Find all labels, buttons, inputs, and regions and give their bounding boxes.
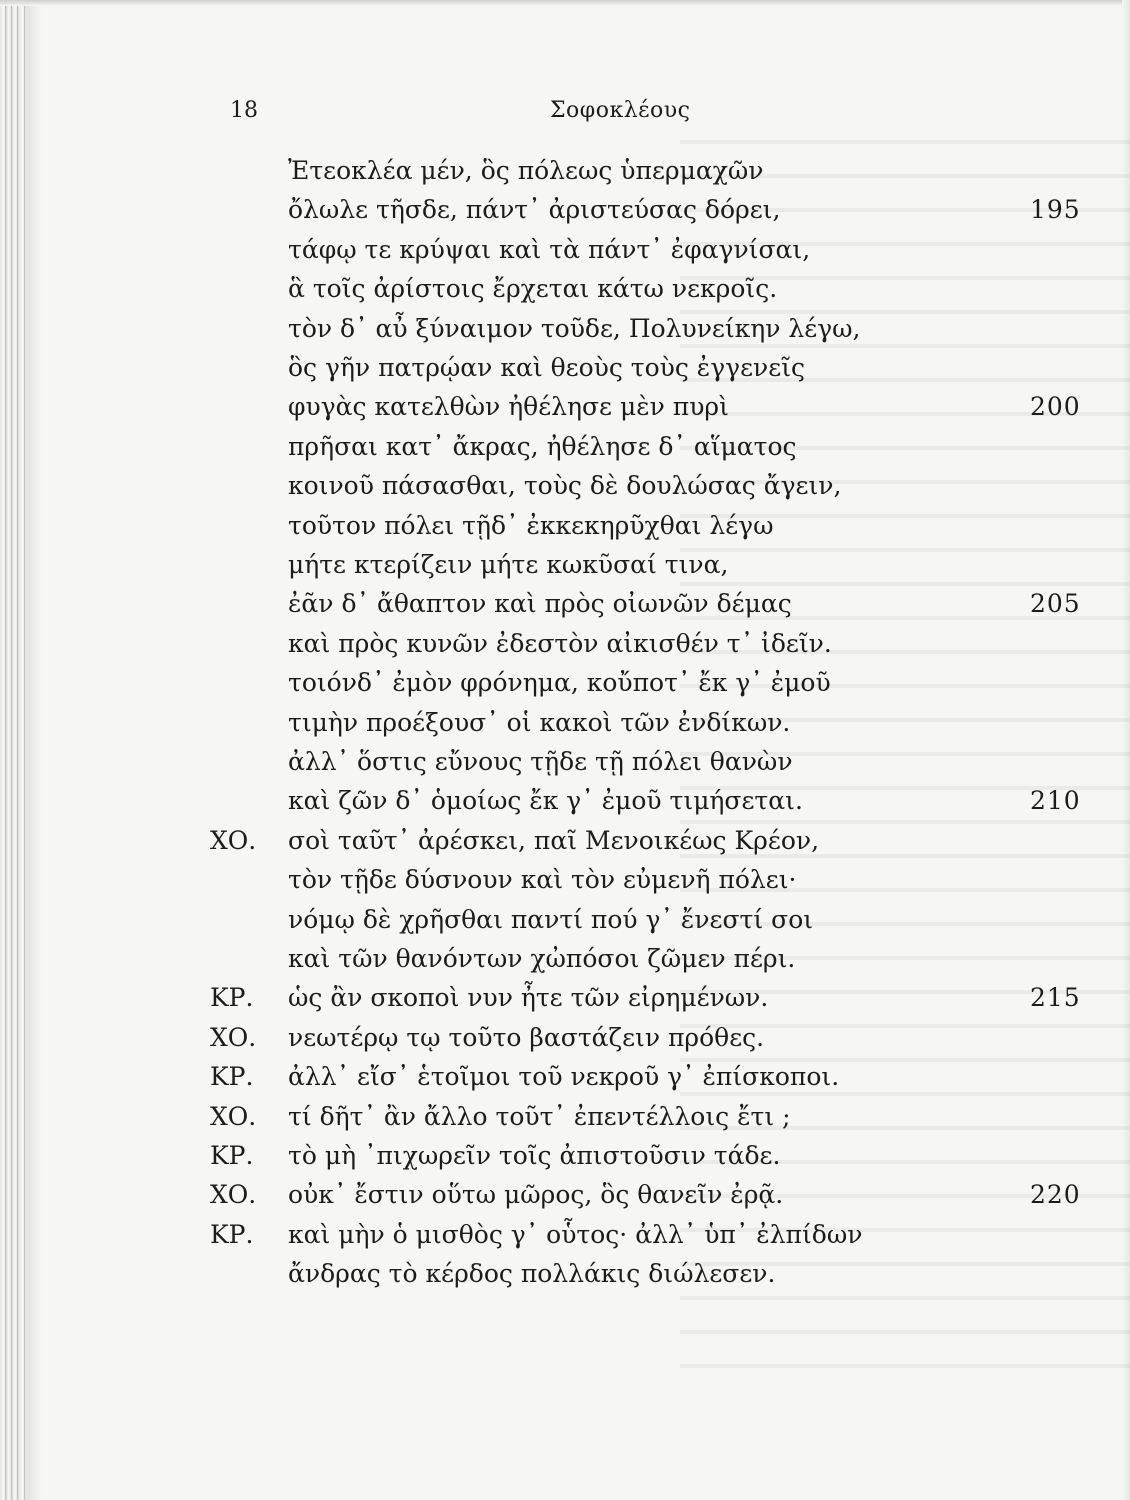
verse-line [0, 1099, 1130, 1135]
line-number: 205 [1030, 589, 1081, 618]
verse-line [0, 980, 1130, 1016]
verse-line [0, 271, 1130, 307]
verse-line [0, 468, 1130, 504]
verse-text: τὸ μὴ ᾽πιχωρεῖν τοῖς ἀπιστοῦσιν τάδε. [288, 1141, 781, 1170]
verse-line [0, 232, 1130, 268]
verse-line [0, 586, 1130, 622]
verse-line [0, 153, 1130, 189]
verse-line [0, 744, 1130, 780]
verse-text: τάφῳ τε κρύψαι καὶ τὰ πάντ᾽ ἐφαγνίσαι, [288, 235, 811, 264]
line-number: 200 [1030, 392, 1081, 421]
verse-text: τοῦτον πόλει τῇδ᾽ ἐκκεκηρῦχθαι λέγω [288, 511, 774, 540]
verse-line [0, 1217, 1130, 1253]
top-page-shadow [0, 0, 1130, 6]
verse-line [0, 1256, 1130, 1292]
line-number: 215 [1030, 983, 1081, 1012]
verse-line [0, 941, 1130, 977]
page-number: 18 [230, 98, 258, 123]
verse-line [0, 862, 1130, 898]
verse-text: ἃ τοῖς ἀρίστοις ἔρχεται κάτω νεκροῖς. [288, 274, 778, 303]
verse-line [0, 626, 1130, 662]
verse-text: νόμῳ δὲ χρῆσθαι παντί πού γ᾽ ἔνεστί σοι [288, 905, 814, 934]
line-number: 195 [1030, 195, 1081, 224]
speaker-label: ΚΡ. [210, 983, 254, 1012]
verse-line [0, 429, 1130, 465]
verse-text: Ἐτεοκλέα μέν, ὃς πόλεως ὑπερμαχῶν [288, 156, 764, 185]
verse-text: καὶ ζῶν δ᾽ ὁμοίως ἔκ γ᾽ ἐμοῦ τιμήσεται. [288, 786, 803, 815]
verse-line [0, 823, 1130, 859]
verse-text: καὶ πρὸς κυνῶν ἐδεστὸν αἰκισθέν τ᾽ ἰδεῖν. [288, 629, 832, 658]
verse-line [0, 1177, 1130, 1213]
speaker-label: ΧΟ. [210, 826, 257, 855]
verse-text: σοὶ ταῦτ᾽ ἀρέσκει, παῖ Μενοικέως Κρέον, [288, 826, 820, 855]
verse-text: ὡς ἂν σκοποὶ νυν ἦτε τῶν εἰρημένων. [288, 983, 769, 1012]
verse-line [0, 192, 1130, 228]
running-head: Σοφοκλέους [550, 98, 691, 123]
verse-line [0, 350, 1130, 386]
verse-text: φυγὰς κατελθὼν ἠθέλησε μὲν πυρὶ [288, 392, 729, 421]
line-number: 220 [1030, 1180, 1081, 1209]
verse-text: τὸν τῇδε δύσνουν καὶ τὸν εὐμενῆ πόλει· [288, 865, 797, 894]
verse-line [0, 902, 1130, 938]
verse-line [0, 783, 1130, 819]
verse-text: μήτε κτερίζειν μήτε κωκῦσαί τινα, [288, 550, 729, 579]
verse-text: ἐᾶν δ᾽ ἄθαπτον καὶ πρὸς οἰωνῶν δέμας [288, 589, 792, 618]
speaker-label: ΧΟ. [210, 1023, 257, 1052]
verse-text: πρῆσαι κατ᾽ ἄκρας, ἠθέλησε δ᾽ αἵματος [288, 432, 797, 461]
verse-text: τοιόνδ᾽ ἐμὸν φρόνημα, κοὔποτ᾽ ἔκ γ᾽ ἐμοῦ [288, 668, 831, 697]
verse-text: ἀλλ᾽ ὅστις εὔνους τῇδε τῇ πόλει θανὼν [288, 747, 793, 776]
line-number: 210 [1030, 786, 1081, 815]
verse-line [0, 1138, 1130, 1174]
verse-text: καὶ τῶν θανόντων χὠπόσοι ζῶμεν πέρι. [288, 944, 796, 973]
verse-line [0, 1059, 1130, 1095]
verse-line [0, 547, 1130, 583]
verse-line [0, 311, 1130, 347]
verse-text: ὄλωλε τῆσδε, πάντ᾽ ἀριστεύσας δόρει, [288, 195, 781, 224]
verse-line [0, 389, 1130, 425]
verse-text: ὃς γῆν πατρῴαν καὶ θεοὺς τοὺς ἐγγενεῖς [288, 353, 806, 382]
verse-text: νεωτέρῳ τῳ τοῦτο βαστάζειν πρόθες. [288, 1023, 765, 1052]
verse-line [0, 665, 1130, 701]
verse-text: ἀλλ᾽ εἴσ᾽ ἑτοῖμοι τοῦ νεκροῦ γ᾽ ἐπίσκοποι. [288, 1062, 840, 1091]
verse-text: ἄνδρας τὸ κέρδος πολλάκις διώλεσεν. [288, 1259, 776, 1288]
verse-text: οὐκ᾽ ἔστιν οὕτω μῶρος, ὃς θανεῖν ἐρᾷ. [288, 1180, 784, 1209]
verse-line [0, 705, 1130, 741]
speaker-label: ΧΟ. [210, 1180, 257, 1209]
verse-text: τί δῆτ᾽ ἂν ἄλλο τοῦτ᾽ ἐπεντέλλοις ἔτι ; [288, 1102, 791, 1131]
verse-text: κοινοῦ πάσασθαι, τοὺς δὲ δουλώσας ἄγειν, [288, 471, 842, 500]
speaker-label: ΚΡ. [210, 1220, 254, 1249]
speaker-label: ΧΟ. [210, 1102, 257, 1131]
speaker-label: ΚΡ. [210, 1062, 254, 1091]
verse-text: τιμὴν προέξουσ᾽ οἱ κακοὶ τῶν ἐνδίκων. [288, 708, 791, 737]
verse-text: τὸν δ᾽ αὖ ξύναιμον τοῦδε, Πολυνείκην λέγω, [288, 314, 861, 343]
verse-text: καὶ μὴν ὁ μισθὸς γ᾽ οὗτος· ἀλλ᾽ ὑπ᾽ ἐλπίδων [288, 1220, 863, 1249]
verse-line [0, 1020, 1130, 1056]
verse-line [0, 508, 1130, 544]
speaker-label: ΚΡ. [210, 1141, 254, 1170]
